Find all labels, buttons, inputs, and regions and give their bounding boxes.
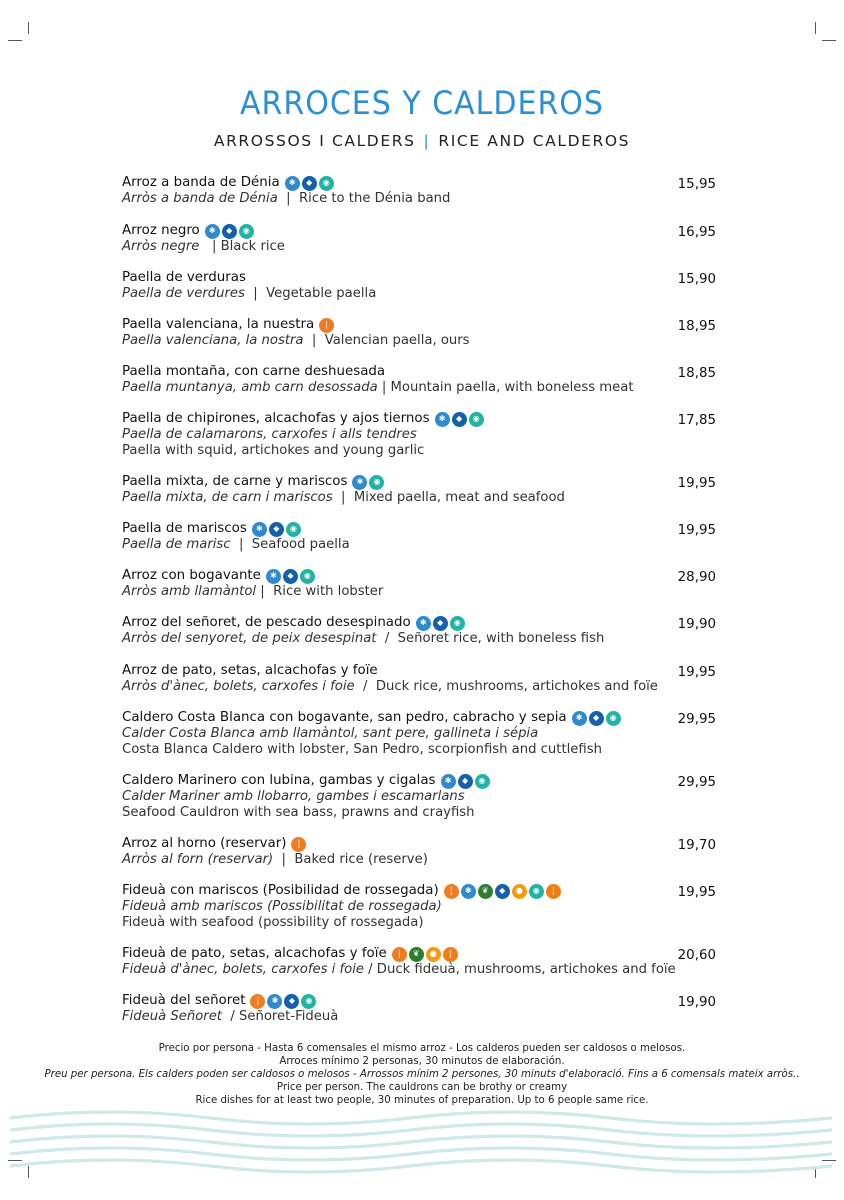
crop-mark — [822, 40, 836, 41]
dish-name-english: / Señoret-Fideuà — [221, 1009, 339, 1024]
footer-line: Price per person. The cauldrons can be brothy or creamy — [276, 1082, 568, 1093]
dish-name — [122, 836, 722, 852]
allergen-icons — [416, 616, 465, 631]
crustacean-icon: ✱ — [435, 412, 450, 427]
menu-item — [122, 317, 722, 349]
dish-price: 15,90 — [677, 272, 716, 287]
dish-name-catalan: Fideuà d'ànec, bolets, carxofes i foie — [122, 962, 364, 977]
dish-name — [122, 317, 722, 333]
crustacean-icon: ✱ — [416, 616, 431, 631]
dish-name-text: Arroz negro — [122, 223, 200, 238]
dish-name-catalan: Paella muntanya, amb carn desossada — [122, 380, 378, 395]
footer-line: Precio por persona - Hasta 6 comensales el mismo arroz - Los calderos pueden ser caldosos o melosos. — [158, 1043, 686, 1054]
dish-translation — [122, 490, 722, 506]
mollusc-icon: ◉ — [469, 412, 484, 427]
dish-name — [122, 223, 722, 239]
allergen-icons — [252, 522, 301, 537]
fish-icon: ◆ — [302, 176, 317, 191]
dish-name-text: Fideuà de pato, setas, alcachofas y foïe — [122, 946, 387, 961]
mollusc-icon: ◉ — [319, 176, 334, 191]
dish-translation — [122, 333, 722, 349]
crop-mark — [28, 22, 29, 34]
dish-name — [122, 175, 722, 191]
dish-name-english: | Vegetable paella — [244, 286, 377, 301]
fish-icon: ◆ — [495, 884, 510, 899]
dish-name-text: Caldero Costa Blanca con bogavante, san pedro, cabracho y sepia — [122, 710, 567, 725]
gluten-icon: ❘ — [392, 947, 407, 962]
dish-price: 19,95 — [677, 523, 716, 538]
dish-translation — [122, 852, 722, 868]
crop-mark — [8, 40, 22, 41]
subtitle-separator: | — [423, 132, 431, 150]
fish-icon: ◆ — [452, 412, 467, 427]
dish-name-catalan: Paella valenciana, la nostra — [122, 333, 304, 348]
menu-item — [122, 474, 722, 506]
dish-translation — [122, 286, 722, 302]
mollusc-icon: ◉ — [239, 224, 254, 239]
dish-name — [122, 615, 722, 631]
dish-name-catalan: Paella de calamarons, carxofes i alls tendres — [122, 427, 417, 442]
dish-name-english: | Valencian paella, ours — [303, 333, 470, 348]
dish-name — [122, 883, 722, 899]
menu-item — [122, 946, 722, 978]
dish-name-english: Paella with squid, artichokes and young garlic — [122, 443, 425, 458]
dish-price: 18,95 — [677, 319, 716, 334]
dish-name — [122, 364, 722, 380]
dish-name-english: | Mountain paella, with boneless meat — [377, 380, 634, 395]
dish-name-catalan: Arròs al forn (reservar) — [122, 852, 274, 867]
dish-name-catalan: Arròs d'ànec, bolets, carxofes i foie — [122, 679, 355, 694]
dish-name-english: Costa Blanca Caldero with lobster, San Pedro, scorpionfish and cuttlefish — [122, 742, 602, 757]
footer-line: Arroces mínimo 2 personas, 30 minutos de elaboración. — [279, 1056, 565, 1067]
dish-name — [122, 663, 722, 679]
page-subtitle — [0, 132, 844, 150]
footer-line: Rice dishes for at least two people, 30 minutes of preparation. Up to 6 people same rice. — [195, 1095, 649, 1106]
gluten-icon: ❘ — [291, 837, 306, 852]
dish-translation — [122, 631, 722, 647]
crustacean-icon: ✱ — [461, 884, 476, 899]
dish-name-text: Paella valenciana, la nuestra — [122, 317, 315, 332]
gluten-icon: ❘ — [250, 994, 265, 1009]
dish-name-text: Arroz de pato, setas, alcachofas y foïe — [122, 663, 378, 678]
dish-translation — [122, 726, 722, 742]
dish-name-english: | Rice with lobster — [256, 584, 384, 599]
dish-price: 29,95 — [677, 775, 716, 790]
mollusc-icon: ◉ — [300, 569, 315, 584]
dish-price: 18,85 — [677, 366, 716, 381]
dish-name-text: Arroz con bogavante — [122, 568, 261, 583]
dish-translation — [122, 191, 722, 207]
fish-icon: ◆ — [458, 774, 473, 789]
dish-name-english: | Mixed paella, meat and seafood — [332, 490, 565, 505]
dish-name-english: | Rice to the Dénia band — [277, 191, 451, 206]
egg-icon: ● — [426, 947, 441, 962]
dish-translation — [122, 584, 722, 600]
allergen-icons — [435, 412, 484, 427]
dish-translation — [122, 380, 722, 396]
dish-name-text: Paella mixta, de carne y mariscos — [122, 474, 348, 489]
allergen-icons — [444, 884, 561, 899]
dish-name — [122, 521, 722, 537]
menu-item — [122, 773, 722, 821]
footer-notes — [0, 1042, 844, 1107]
mollusc-icon: ◉ — [286, 522, 301, 537]
dish-translation — [122, 427, 722, 443]
mollusc-icon: ◉ — [475, 774, 490, 789]
dish-name-text: Paella de verduras — [122, 270, 246, 285]
decorative-waves — [10, 1108, 832, 1174]
dish-price: 16,95 — [677, 225, 716, 240]
dish-price: 19,95 — [677, 665, 716, 680]
dish-name — [122, 474, 722, 490]
dish-name-catalan: Fideuà amb mariscos (Possibilitat de rossegada) — [122, 899, 442, 914]
dish-name-english: | Black rice — [199, 239, 285, 254]
allergen-icons — [205, 224, 254, 239]
mollusc-icon: ◉ — [301, 994, 316, 1009]
dish-translation — [122, 1009, 722, 1025]
allergen-icons — [392, 947, 458, 962]
dish-price: 19,90 — [677, 995, 716, 1010]
dish-name-catalan: Arròs negre — [122, 239, 200, 254]
dish-name-text: Paella montaña, con carne deshuesada — [122, 364, 386, 379]
celery-icon: ❦ — [409, 947, 424, 962]
dish-name-catalan: Calder Costa Blanca amb llamàntol, sant pere, gallineta i sépia — [122, 726, 539, 741]
dish-name-catalan: Fideuà Señoret — [122, 1009, 222, 1024]
dish-price: 29,95 — [677, 712, 716, 727]
dish-name-catalan: Paella de marisc — [122, 537, 231, 552]
menu-item — [122, 411, 722, 459]
dish-name — [122, 411, 722, 427]
dish-name-english: | Seafood paella — [230, 537, 350, 552]
allergen-icons — [352, 475, 384, 490]
dish-name-text: Arroz a banda de Dénia — [122, 175, 280, 190]
fish-icon: ◆ — [222, 224, 237, 239]
gluten-icon: ❘ — [444, 884, 459, 899]
dish-name-text: Fideuà del señoret — [122, 993, 246, 1008]
dish-name-text: Paella de chipirones, alcachofas y ajos tiernos — [122, 411, 430, 426]
menu-item — [122, 521, 722, 553]
dish-name-catalan: Paella mixta, de carn i mariscos — [122, 490, 333, 505]
dish-price: 19,95 — [677, 885, 716, 900]
gluten-icon: ❘ — [319, 318, 334, 333]
crustacean-icon: ✱ — [352, 475, 367, 490]
mollusc-icon: ◉ — [606, 711, 621, 726]
dish-price: 19,90 — [677, 617, 716, 632]
dish-price: 17,85 — [677, 413, 716, 428]
dish-name-catalan: Arròs a banda de Dénia — [122, 191, 278, 206]
egg-icon: ● — [512, 884, 527, 899]
dish-name-catalan: Arròs amb llamàntol — [122, 584, 257, 599]
dish-name-catalan: Paella de verdures — [122, 286, 245, 301]
crustacean-icon: ✱ — [252, 522, 267, 537]
dish-price: 28,90 — [677, 570, 716, 585]
subtitle-catalan: ARROSSOS I CALDERS — [213, 132, 416, 150]
allergen-icons — [441, 774, 490, 789]
fish-icon: ◆ — [284, 994, 299, 1009]
menu-item — [122, 710, 722, 758]
menu-item — [122, 270, 722, 302]
crustacean-icon: ✱ — [572, 711, 587, 726]
allergen-icons — [266, 569, 315, 584]
dish-name-catalan: Calder Mariner amb llobarro, gambes i escamarlans — [122, 789, 465, 804]
mollusc-icon: ◉ — [529, 884, 544, 899]
dish-name-english: / Señoret rice, with boneless fish — [376, 631, 605, 646]
dish-name-text: Caldero Marinero con lubina, gambas y cigalas — [122, 773, 436, 788]
dish-name — [122, 270, 722, 286]
mollusc-icon: ◉ — [450, 616, 465, 631]
dish-name-text: Arroz al horno (reservar) — [122, 836, 287, 851]
dish-translation — [122, 899, 722, 915]
menu-item — [122, 223, 722, 255]
allergen-icons — [250, 994, 316, 1009]
dish-translation — [122, 537, 722, 553]
dish-translation — [122, 789, 722, 805]
crustacean-icon: ✱ — [267, 994, 282, 1009]
dish-name-catalan: Arròs del senyoret, de peix desespinat — [122, 631, 377, 646]
menu-item — [122, 175, 722, 207]
dish-name-english: | Baked rice (reserve) — [273, 852, 428, 867]
dish-name-english: Fideuà with seafood (possibility of rossegada) — [122, 915, 424, 930]
menu-item — [122, 883, 722, 931]
dish-translation — [122, 679, 722, 695]
allergen-icons — [572, 711, 621, 726]
fish-icon: ◆ — [269, 522, 284, 537]
mollusc-icon: ◉ — [369, 475, 384, 490]
dish-name — [122, 710, 722, 726]
allergen-icons — [291, 837, 306, 852]
celery-icon: ❦ — [478, 884, 493, 899]
menu-item — [122, 993, 722, 1025]
dish-name-text: Paella de mariscos — [122, 521, 247, 536]
crustacean-icon: ✱ — [441, 774, 456, 789]
allergen-icons — [319, 318, 334, 333]
dish-translation — [122, 239, 722, 255]
page-title: ARROCES Y CALDEROS — [240, 84, 604, 123]
dish-name — [122, 946, 722, 962]
menu-item — [122, 364, 722, 396]
crustacean-icon: ✱ — [205, 224, 220, 239]
crustacean-icon: ✱ — [285, 176, 300, 191]
dish-translation — [122, 962, 722, 978]
dish-price: 15,95 — [677, 177, 716, 192]
crustacean-icon: ✱ — [266, 569, 281, 584]
dish-price: 20,60 — [677, 948, 716, 963]
dish-name-english: / Duck rice, mushrooms, artichokes and foïe — [354, 679, 658, 694]
footer-line: Preu per persona. Els calders poden ser caldosos o melosos - Arrossos mínim 2 persones, 30 minuts d'elaboració. Fins a 6 comensals mateix arròs.. — [44, 1069, 800, 1080]
menu-item — [122, 615, 722, 647]
menu-item — [122, 836, 722, 868]
allergen-icons — [285, 176, 334, 191]
sulphite-icon: ❘ — [443, 947, 458, 962]
menu-item — [122, 663, 722, 695]
crop-mark — [815, 22, 816, 34]
fish-icon: ◆ — [589, 711, 604, 726]
dish-name-english: / Duck fideuà, mushrooms, artichokes and foïe — [363, 962, 676, 977]
subtitle-english: RICE AND CALDEROS — [438, 132, 631, 150]
dish-name — [122, 568, 722, 584]
dish-name — [122, 993, 722, 1009]
sulphite-icon: ❘ — [546, 884, 561, 899]
dish-price: 19,70 — [677, 838, 716, 853]
dish-price: 19,95 — [677, 476, 716, 491]
menu-item — [122, 568, 722, 600]
dish-name-text: Fideuà con mariscos (Posibilidad de rossegada) — [122, 883, 439, 898]
fish-icon: ◆ — [283, 569, 298, 584]
dish-name-english: Seafood Cauldron with sea bass, prawns and crayfish — [122, 805, 475, 820]
fish-icon: ◆ — [433, 616, 448, 631]
dish-name-text: Arroz del señoret, de pescado desespinado — [122, 615, 411, 630]
dish-name — [122, 773, 722, 789]
